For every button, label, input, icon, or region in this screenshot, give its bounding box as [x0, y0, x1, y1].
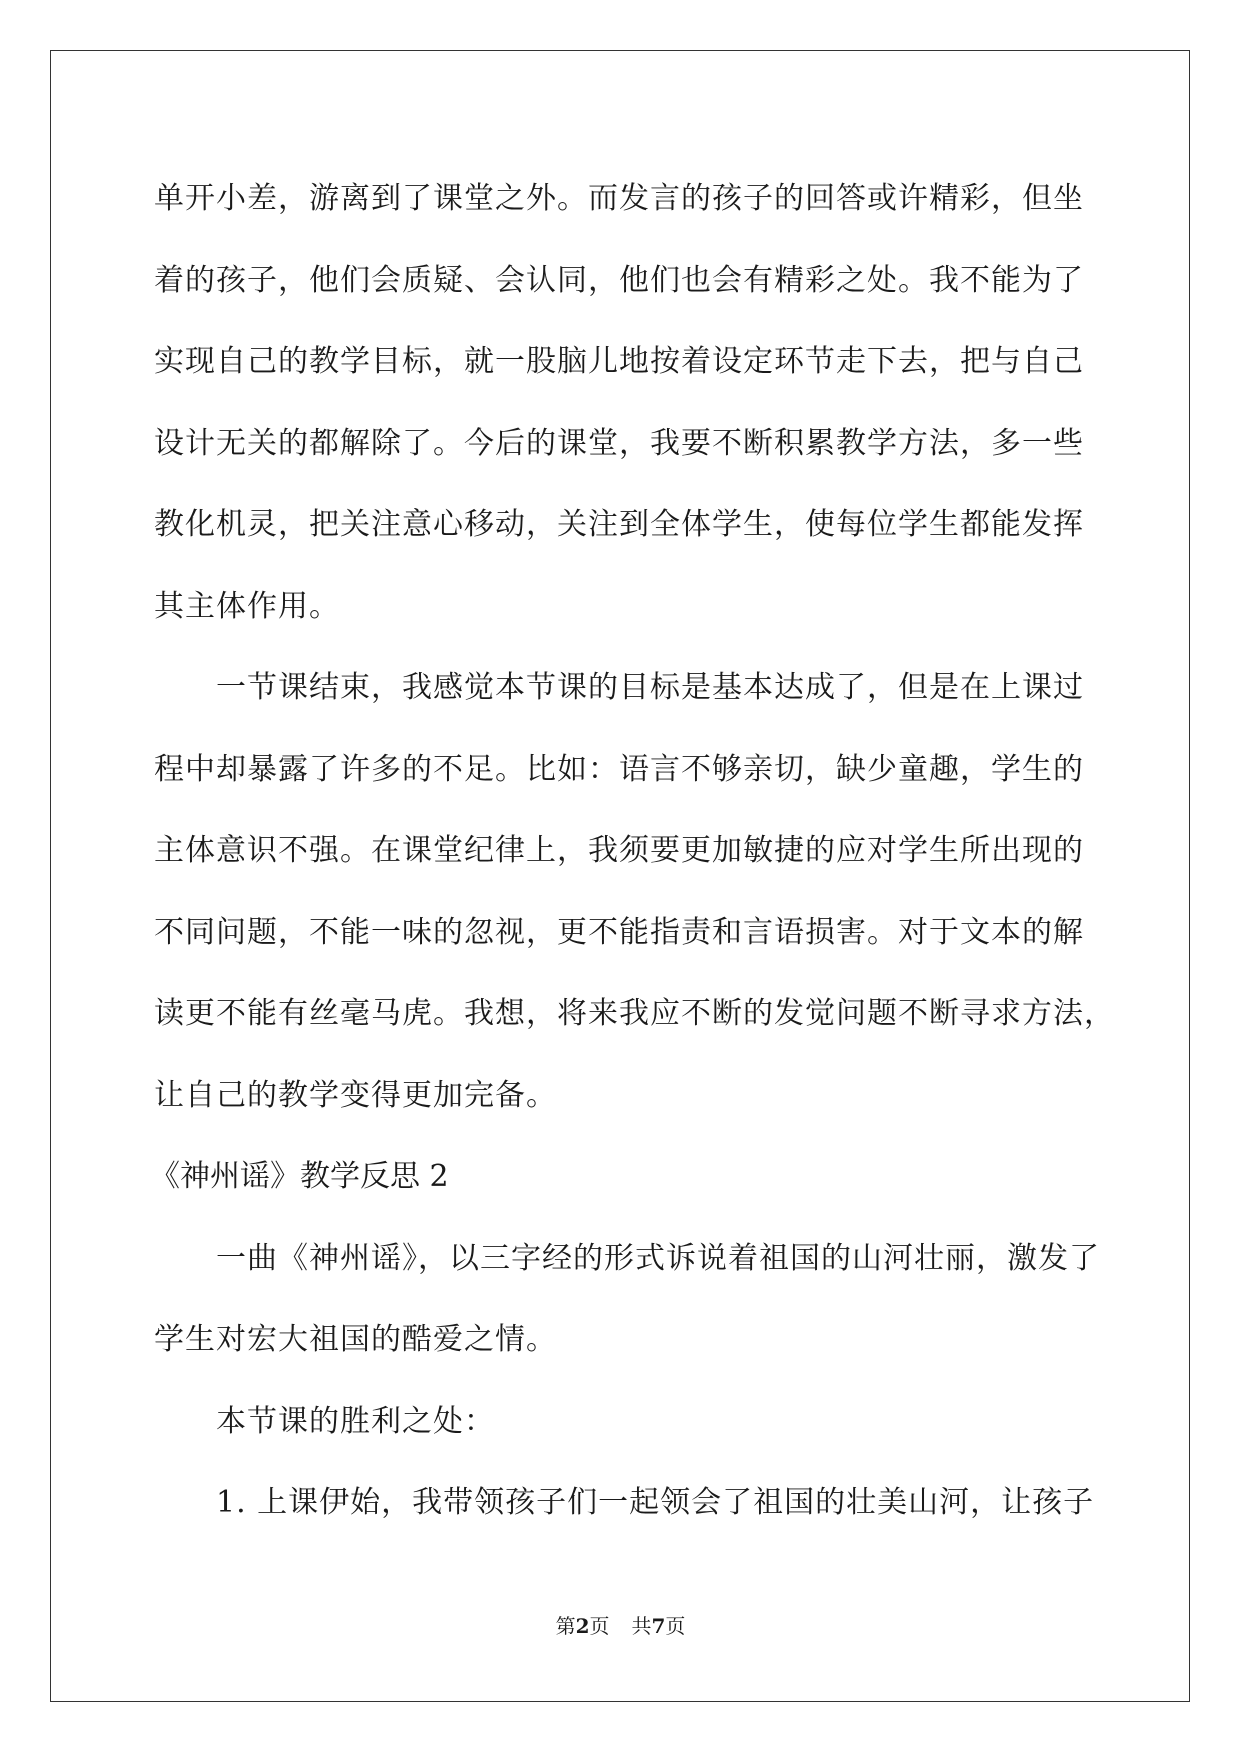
paragraph-line: 其主体作用。 — [154, 588, 340, 624]
paragraph-line: 教化机灵，把关注意心移动，关注到全体学生，使每位学生都能发挥 — [154, 507, 1084, 542]
paragraph-line: 着的孩子，他们会质疑、会认同，他们也会有精彩之处。我不能为了 — [154, 262, 1084, 298]
page-prefix: 第 — [555, 1614, 576, 1638]
paragraph-line: 一曲《神州谣》，以三字经的形式诉说着祖国的山河壮丽，激发了 — [216, 1240, 1100, 1276]
page-suffix: 页 — [589, 1614, 610, 1638]
paragraph-line: 程中却暴露了许多的不足。比如：语言不够亲切，缺少童趣，学生的 — [154, 751, 1084, 787]
paragraph-line: 本节课的胜利之处： — [216, 1403, 495, 1439]
paragraph-line: 主体意识不强。在课堂纪律上，我须要更加敏捷的应对学生所出现的 — [154, 833, 1084, 868]
paragraph-line: 设计无关的都解除了。今后的课堂，我要不断积累教学方法，多一些 — [154, 425, 1084, 461]
section-heading: 《神州谣》教学反思 2 — [150, 1159, 449, 1194]
paragraph-line: 不同问题，不能一味的忽视，更不能指责和言语损害。对于文本的解 — [154, 914, 1084, 950]
total-prefix: 共 — [631, 1614, 652, 1638]
page-footer — [0, 1613, 1241, 1639]
page-number: 2 — [575, 1614, 590, 1638]
total-suffix: 页 — [665, 1614, 686, 1638]
paragraph-line: 实现自己的教学目标，就一股脑儿地按着设定环节走下去，把与自己 — [154, 344, 1084, 379]
paragraph-line: 单开小差，游离到了课堂之外。而发言的孩子的回答或许精彩，但坐 — [154, 181, 1084, 216]
paragraph-line: 学生对宏大祖国的酷爱之情。 — [154, 1322, 557, 1357]
paragraph-line: 一节课结束，我感觉本节课的目标是基本达成了，但是在上课过 — [216, 670, 1084, 705]
total-pages: 7 — [651, 1614, 666, 1638]
paragraph-line: 让自己的教学变得更加完备。 — [154, 1077, 557, 1113]
paragraph-line: 1. 上课伊始，我带领孩子们一起领会了祖国的壮美山河，让孩子 — [216, 1485, 1095, 1520]
document-body — [150, 158, 1115, 1544]
paragraph-line: 读更不能有丝毫马虎。我想，将来我应不断的发觉问题不断寻求方法， — [154, 996, 1115, 1031]
